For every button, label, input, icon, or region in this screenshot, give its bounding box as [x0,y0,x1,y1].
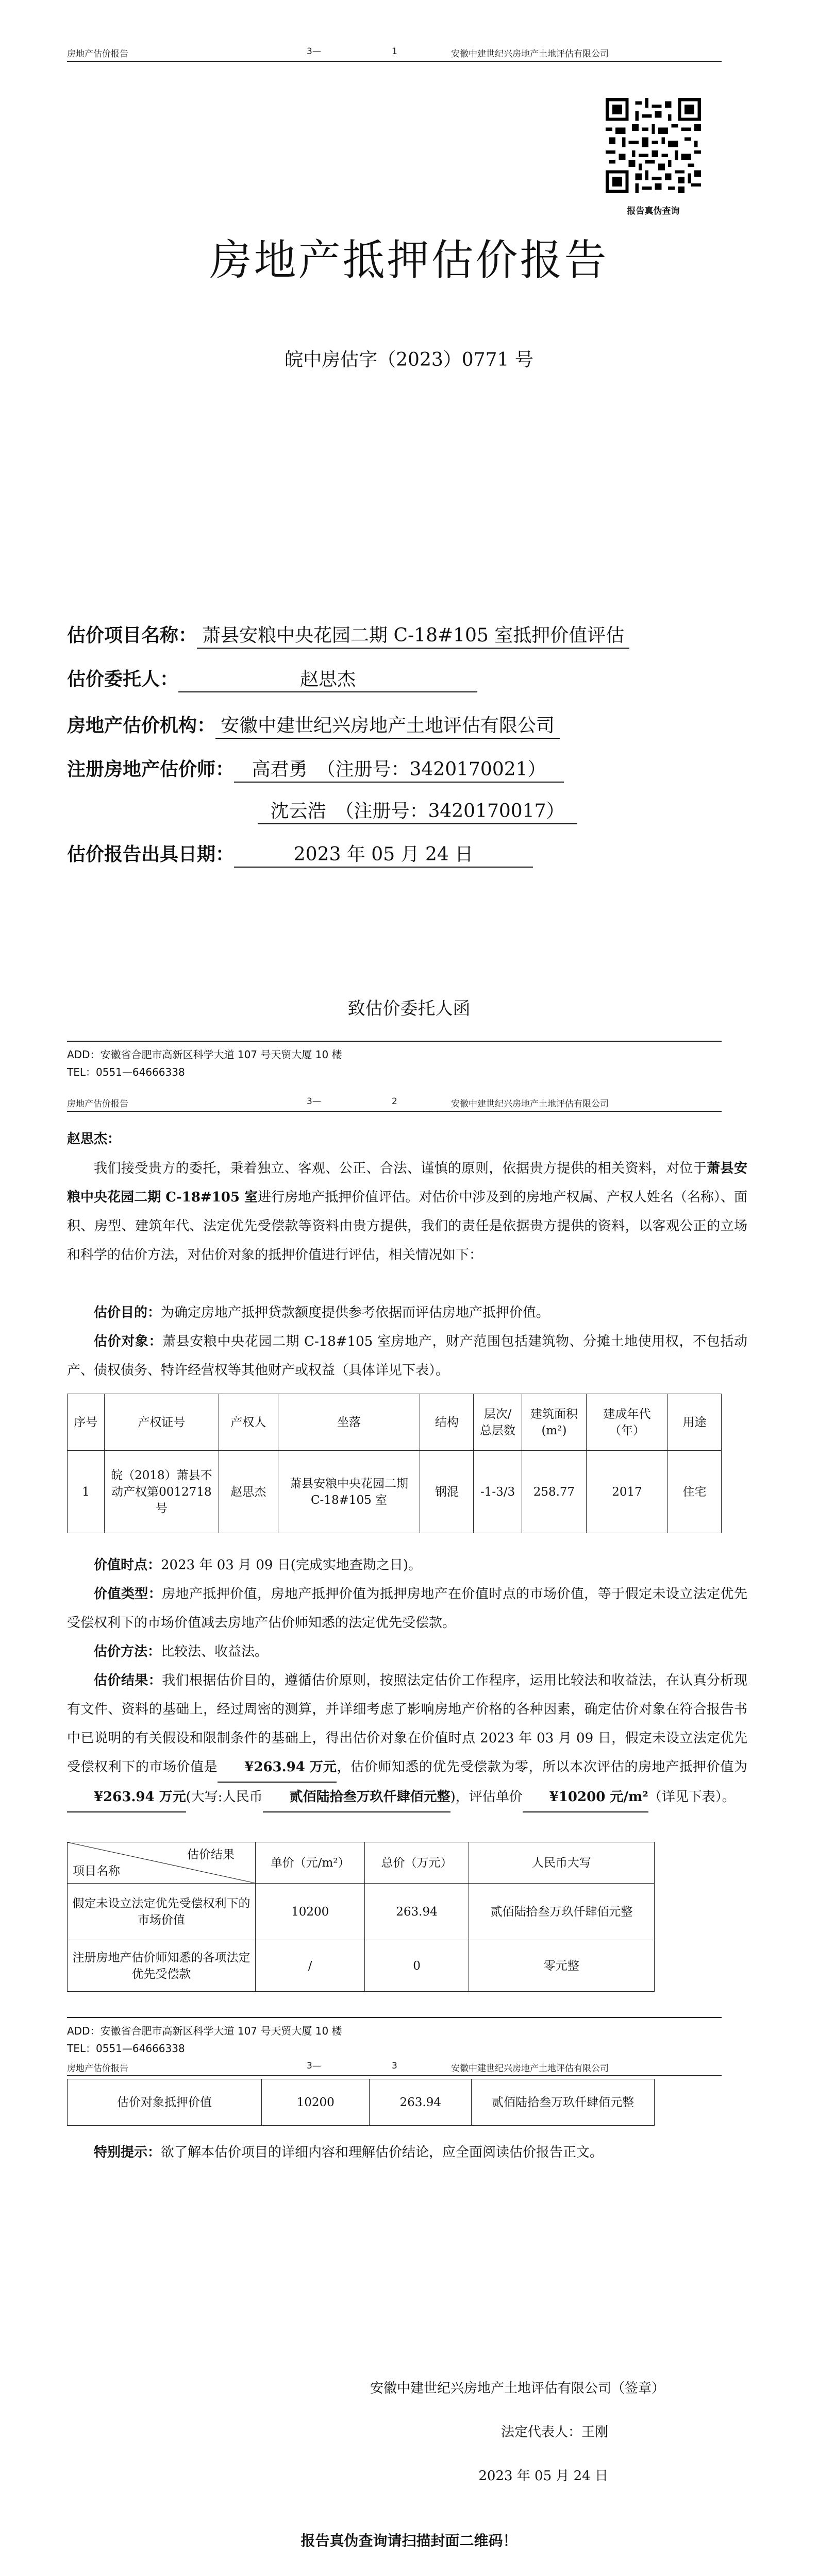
page-header-company: 安徽中建世纪兴房地产土地评估有限公司 [451,1099,609,1109]
page-header-company: 安徽中建世纪兴房地产土地评估有限公司 [451,2063,609,2074]
result-table-continued [67,2079,655,2126]
report-date-value: 2023 年 05 月 24 日 [234,843,533,868]
page-header-number: 1 [392,46,397,57]
page-header-total: 3— [307,46,321,57]
appraiser-1-value: 高君勇 （注册号：3420170021） [234,758,564,783]
appraiser-2-value: 沈云浩 （注册号：3420170017） [258,800,577,824]
report-title: 房地产抵押估价报告 [209,236,609,285]
purpose-paragraph: 估价目的：为确定房地产抵押贷款额度提供参考依据而评估房地产抵押价值。 [94,1305,550,1320]
object-paragraph: 估价对象：萧县安粮中央花园二期 C-18#105 室房地产，财产范围包括建筑物、分摊土地使用权，不包括动产、债权债务、特许经营权等其他财产或权益（具体详见下表）。 [67,1334,747,1378]
result-paragraph: 估价结果：我们根据估价目的，遵循估价原则，按照法定估价工作程序，运用比较法和收益法，在认真分析现有文件、资料的基础上，经过周密的测算，并详细考虑了影响房地产价格的各种因素，确定估价对象在符合报告书中已说明的有关假设和限制条件的基础上，得出估价对象在价值时点 2023 年 03 月 09 日，假定未设立法定优先受偿权利下的市场价值是 ¥263.94 万元，估价师知悉的优先受偿款为零，所以本次评估的房地产抵押价值为¥263.94 万元(大写:人民币 贰佰陆拾叁万玖仟肆佰元整)，评估单价 ¥10200 元/m²（详见下表）。 [67,1666,747,1812]
table-row: 假定未设立法定优先受偿权利下的市场价值 10200 263.94 贰佰陆拾叁万玖仟肆佰元整 [68,1884,655,1940]
client-value: 赵思杰 [178,668,477,692]
footer-divider [67,2017,722,2018]
qr-caption: 报告真伪查询 [627,206,680,216]
qr-code-icon[interactable] [606,98,701,193]
page-header-total: 3— [307,2061,321,2071]
page-header-company: 安徽中建世纪兴房地产土地评估有限公司 [451,49,609,59]
project-name-line: 估价项目名称： 萧县安粮中央花园二期 C-18#105 室抵押价值评估 [67,623,629,649]
page-header-total: 3— [307,1096,321,1107]
special-note-paragraph: 特别提示：欲了解本估价项目的详细内容和理解估价结论，应全面阅读估价报告正文。 [94,2145,604,2160]
page-header-title: 房地产估价报告 [67,1099,128,1109]
footer-address: ADD：安徽省合肥市高新区科学大道 107 号天贸大厦 10 楼 [67,1048,342,1061]
authenticity-note: 报告真伪查询请扫描封面二维码！ [301,2532,517,2549]
footer-2 [67,2022,342,2057]
page-header-number: 2 [392,1096,397,1107]
footer-phone: TEL：0551—64666338 [67,1066,185,1078]
value-type-paragraph: 价值类型：房地产抵押价值，房地产抵押价值为抵押房地产在价值时点的市场价值，等于假定未设立法定优先受偿权利下的市场价值减去房地产估价师知悉的法定优先受偿款。 [67,1586,747,1631]
signature-rep: 法定代表人：王刚 [500,2425,608,2440]
footer-divider [67,1041,722,1042]
project-name-value: 萧县安粮中央花园二期 C-18#105 室抵押价值评估 [197,624,629,649]
page-header-title: 房地产估价报告 [67,2063,128,2074]
page-header-title: 房地产估价报告 [67,49,128,59]
header-divider [67,61,722,62]
signature-date: 2023 年 05 月 24 日 [478,2468,608,2484]
appraiser-line: 注册房地产估价师： 高君勇 （注册号：3420170021） [67,757,564,783]
header-divider [67,2075,722,2076]
signature-org: 安徽中建世纪兴房地产土地评估有限公司（签章） [370,2381,665,2396]
table-row: 估价对象抵押价值 10200 263.94 贰佰陆拾叁万玖仟肆佰元整 [68,2079,655,2126]
agency-value: 安徽中建世纪兴房地产土地评估有限公司 [215,714,560,739]
report-number: 皖中房估字（2023）0771 号 [285,349,533,370]
header-divider [67,1111,722,1112]
object-table-header: 序号 产权证号 产权人 坐落 结构 层次/总层数 建筑面积(m²) 建成年代（年） 用途 [68,1394,722,1451]
client-line: 估价委托人： 赵思杰 [67,667,477,692]
table-row: 1 皖（2018）萧县不动产权第0012718 号 赵思杰 萧县安粮中央花园二期 C-18#105 室 钢混 -1-3/3 258.77 2017 住宅 [68,1451,722,1533]
result-table [67,1842,655,1992]
page-header-number: 3 [392,2061,397,2071]
object-table [67,1394,722,1533]
footer-address: ADD：安徽省合肥市高新区科学大道 107 号天贸大厦 10 楼 [67,2025,342,2037]
result-table-corner: 估价结果 项目名称 [68,1842,256,1884]
table-row: 注册房地产估价师知悉的各项法定优先受偿款 / 0 零元整 [68,1940,655,1992]
report-date-line: 估价报告出具日期： 2023 年 05 月 24 日 [67,842,533,868]
value-date-paragraph: 价值时点：2023 年 03 月 09 日(完成实地查勘之日)。 [94,1557,422,1573]
letter-heading: 致估价委托人函 [347,998,471,1019]
appraiser-2-line [258,800,577,824]
footer-1 [67,1046,342,1081]
intro-paragraph: 我们接受贵方的委托，秉着独立、客观、公正、合法、谨慎的原则，依据贵方提供的相关资料，对位于萧县安粮中央花园二期 C-18#105 室进行房地产抵押价值评估。对估价中涉及到的房地产权属、产权人姓名（名称）、面积、房型、建筑年代、法定优先受偿款等资料由贵方提供，我们的责任是依据贵方提供的资料，以客观公正的立场和科学的估价方法，对估价对象的抵押价值进行评估，相关情况如下： [67,1161,747,1263]
salutation: 赵思杰： [67,1131,121,1147]
footer-phone: TEL：0551—64666338 [67,2042,185,2055]
method-paragraph: 估价方法：比较法、收益法。 [94,1644,269,1659]
agency-line: 房地产估价机构： 安徽中建世纪兴房地产土地评估有限公司 [67,714,560,739]
result-table-header: 估价结果 项目名称 单价（元/m²） 总价（万元） 人民币大写 [68,1842,655,1884]
